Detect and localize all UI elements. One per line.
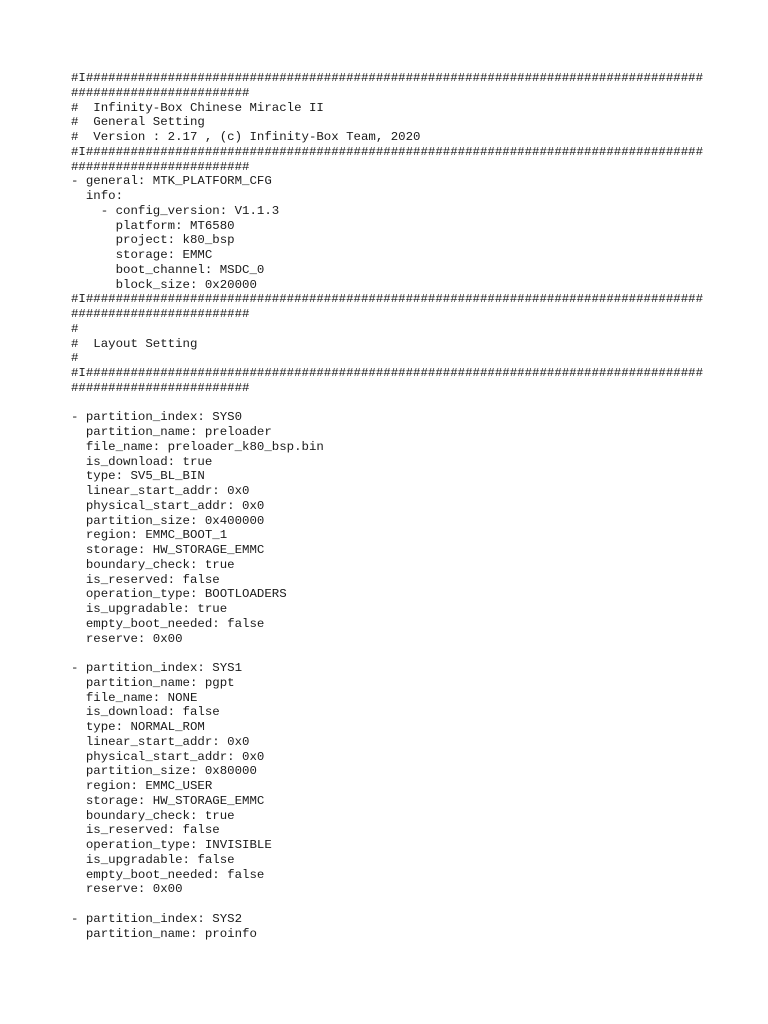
text-line: region: EMMC_USER — [71, 779, 213, 793]
text-line: empty_boot_needed: false — [71, 616, 265, 631]
text-line: block_size: 0x20000 — [71, 277, 257, 292]
text-line: empty_boot_needed: false — [71, 867, 265, 882]
text-line: partition_size: 0x400000 — [71, 513, 265, 528]
text-line: partition_name: pgpt — [71, 675, 235, 690]
text-line: type: NORMAL_ROM — [71, 720, 205, 734]
text-line: platform: MT6580 — [71, 218, 235, 233]
text-line: is_reserved: false — [71, 823, 220, 838]
text-line: # General Setting — [71, 115, 205, 130]
text-line: #I################################################################################### — [71, 292, 704, 307]
text-line: is_reserved: false — [71, 572, 220, 587]
text-line: - general: MTK_PLATFORM_CFG — [71, 174, 272, 189]
text-line: - config_version: V1.1.3 — [71, 203, 280, 218]
text-line: linear_start_addr: 0x0 — [71, 484, 250, 498]
text-line: partition_size: 0x80000 — [71, 764, 257, 779]
text-line: - partition_index: SYS2 — [71, 911, 243, 926]
text-line: boundary_check: true — [71, 557, 235, 572]
text-line: physical_start_addr: 0x0 — [71, 498, 265, 513]
text-line: - partition_index: SYS1 — [71, 661, 243, 675]
text-line: # Layout Setting — [71, 336, 198, 351]
text-line: partition_name: proinfo — [71, 926, 257, 941]
text-line: operation_type: BOOTLOADERS — [71, 587, 287, 602]
text-line: boot_channel: MSDC_0 — [71, 262, 265, 277]
text-line: # — [71, 321, 79, 336]
text-line — [71, 897, 761, 912]
text-line: # Infinity-Box Chinese Miracle II — [71, 100, 324, 115]
text-line: # Version : 2.17 , (c) Infinity-Box Team, 2020 — [71, 130, 421, 144]
text-line: info: — [71, 189, 124, 203]
text-line: file_name: preloader_k80_bsp.bin — [71, 439, 324, 454]
text-line: linear_start_addr: 0x0 — [71, 734, 250, 749]
text-line: - partition_index: SYS0 — [71, 410, 243, 425]
document-page — [71, 71, 761, 941]
text-line: is_upgradable: false — [71, 852, 235, 867]
text-line: ######################## — [71, 159, 250, 174]
text-line: partition_name: preloader — [71, 425, 272, 439]
text-line: ######################## — [71, 307, 250, 321]
text-line: is_upgradable: true — [71, 602, 228, 616]
text-line: type: SV5_BL_BIN — [71, 469, 205, 484]
text-line: physical_start_addr: 0x0 — [71, 749, 265, 764]
text-line: boundary_check: true — [71, 808, 235, 823]
text-line: #I################################################################################### — [71, 366, 704, 380]
text-line — [71, 396, 761, 411]
text-line: is_download: false — [71, 705, 220, 720]
text-line: file_name: NONE — [71, 690, 198, 705]
text-line: is_download: true — [71, 454, 213, 469]
text-line — [71, 646, 761, 661]
text-line: storage: HW_STORAGE_EMMC — [71, 543, 265, 557]
text-line: storage: HW_STORAGE_EMMC — [71, 793, 265, 808]
text-line: reserve: 0x00 — [71, 882, 183, 897]
text-line: operation_type: INVISIBLE — [71, 838, 272, 852]
text-line: reserve: 0x00 — [71, 631, 183, 646]
text-line: ######################## — [71, 85, 250, 100]
text-line: project: k80_bsp — [71, 233, 235, 248]
text-line: #I################################################################################### — [71, 144, 704, 159]
text-line: storage: EMMC — [71, 248, 213, 262]
text-line: # — [71, 351, 79, 366]
text-line: region: EMMC_BOOT_1 — [71, 528, 228, 543]
text-line: #I################################################################################### — [71, 71, 704, 85]
text-line: ######################## — [71, 380, 250, 395]
